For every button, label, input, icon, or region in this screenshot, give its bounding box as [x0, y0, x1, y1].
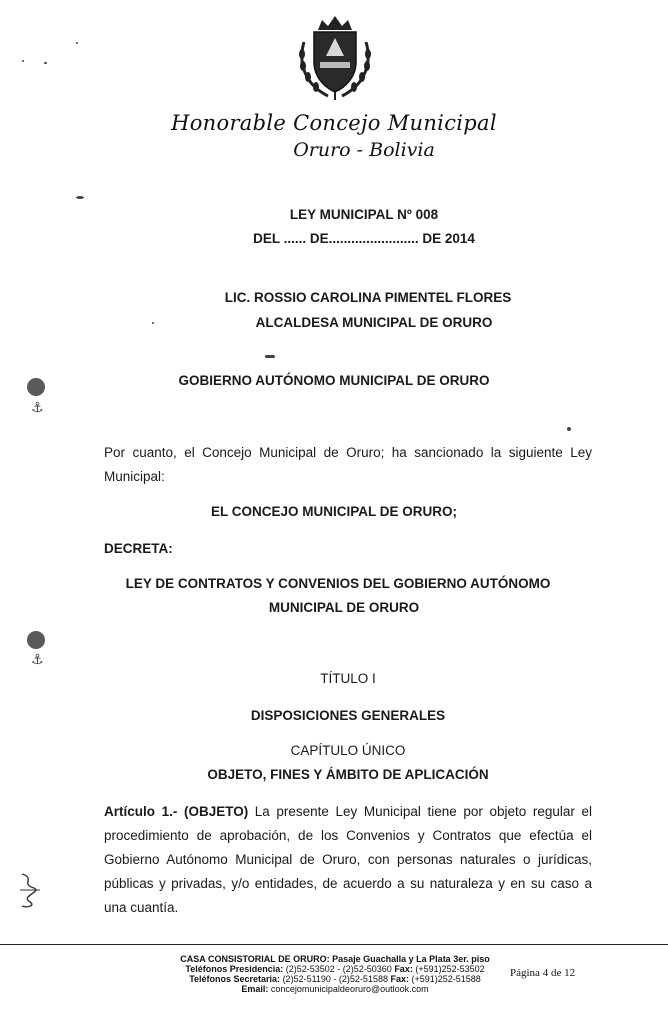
- law-number: LEY MUNICIPAL Nº 008: [289, 207, 439, 222]
- punch-hole-bottom: [27, 631, 45, 649]
- law-date: DEL ...... DE........................ DE 2014: [253, 231, 475, 246]
- anchor-mark-icon: ⚓: [31, 400, 44, 416]
- preamble-paragraph: Por cuanto, el Concejo Municipal de Oruro; ha sancionado la siguiente Ley Municipal:: [104, 445, 592, 484]
- council-city: Oruro - Bolivia: [293, 139, 435, 161]
- scan-speck: [22, 60, 24, 62]
- scan-speck: [152, 322, 154, 324]
- council-name: Honorable Concejo Municipal: [171, 111, 497, 135]
- articulo-1-paragraph: [104, 800, 592, 920]
- scan-speck: [265, 355, 275, 358]
- scan-speck: [567, 427, 571, 431]
- decreta-label: DECRETA:: [104, 541, 173, 556]
- footer-address: CASA CONSISTORIAL DE ORURO: Pasaje Guachalla y La Plata 3er. piso: [180, 954, 490, 964]
- footer-presidencia: Teléfonos Presidencia: (2)52-53502 - (2)52-50360 Fax: (+591)252-53502: [185, 964, 485, 974]
- government-heading: GOBIERNO AUTÓNOMO MUNICIPAL DE ORURO: [178, 373, 490, 388]
- mayor-title: ALCALDESA MUNICIPAL DE ORURO: [255, 315, 493, 330]
- anchor-mark-icon: ⚓: [31, 652, 44, 668]
- disposiciones-heading: DISPOSICIONES GENERALES: [250, 708, 446, 723]
- mayor-name: LIC. ROSSIO CAROLINA PIMENTEL FLORES: [224, 290, 512, 305]
- footer-secretaria: Teléfonos Secretaria: (2)52-51190 - (2)52-51588 Fax: (+591)252-51588: [189, 974, 481, 984]
- objeto-heading: OBJETO, FINES Y ÁMBITO DE APLICACIÓN: [207, 767, 489, 782]
- footer-rule: [0, 944, 668, 945]
- articulo-1-text: La presente Ley Municipal tiene por objeto regular el procedimiento de aprobación, de los Convenios y Contratos que efectúa el Gobierno Autónomo Municipal de Oruro, con personas naturales o jurídicas, públicas y privadas, y/o entidades, de acuerdo a su naturaleza y en su caso a una cuantía.: [104, 804, 592, 915]
- municipal-crest-icon: [290, 12, 380, 102]
- council-heading: EL CONCEJO MUNICIPAL DE ORURO;: [210, 504, 458, 519]
- signature-mark-icon: [16, 870, 44, 910]
- page-number: Página 4 de 12: [510, 967, 576, 979]
- law-title-line-2: MUNICIPAL DE ORURO: [268, 600, 420, 615]
- capitulo-heading: CAPÍTULO ÚNICO: [290, 743, 406, 758]
- scan-speck: [44, 62, 47, 64]
- titulo-heading: TÍTULO I: [320, 671, 376, 686]
- scan-speck: [76, 42, 78, 44]
- scan-speck: [76, 196, 84, 199]
- punch-hole-top: [27, 378, 45, 396]
- articulo-1-label: Artículo 1.- (OBJETO): [104, 804, 249, 819]
- law-title-line-1: LEY DE CONTRATOS Y CONVENIOS DEL GOBIERNO AUTÓNOMO: [125, 576, 551, 591]
- footer-email: Email: concejomunicipaldeoruro@outlook.com: [241, 984, 429, 994]
